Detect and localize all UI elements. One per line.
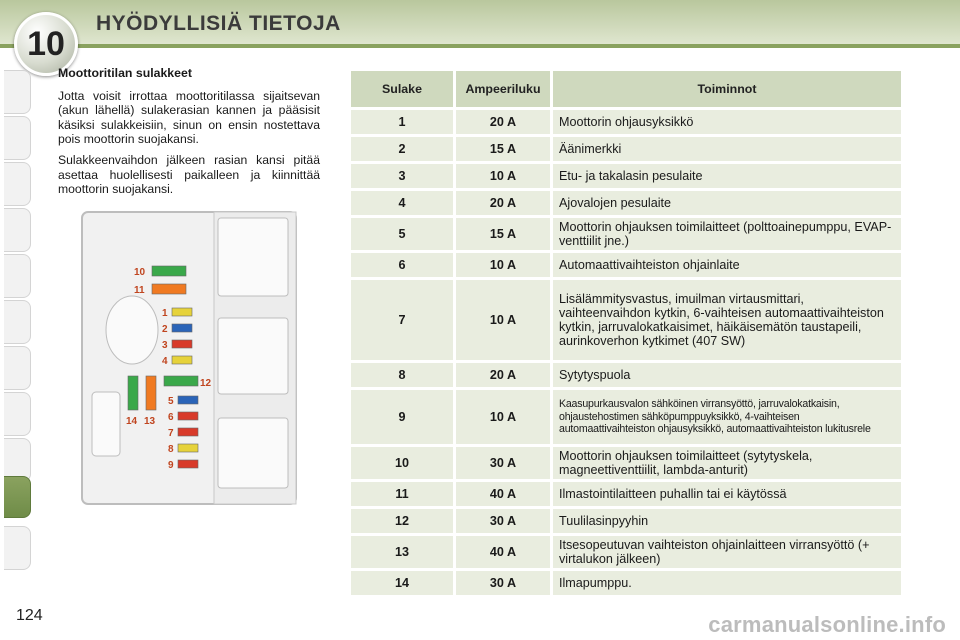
watermark: carmanualsonline.info xyxy=(708,612,946,637)
fuse-8 xyxy=(178,444,198,452)
fuse-4 xyxy=(172,356,192,364)
fuse-12 xyxy=(164,376,198,386)
page-title: HYÖDYLLISIÄ TIETOJA xyxy=(96,12,341,35)
fuse-5 xyxy=(178,396,198,404)
fuse-number: 13 xyxy=(351,536,453,568)
fuse-amperage: 20 A xyxy=(456,363,550,387)
fuse-function: Itsesopeutuvan vaihteiston ohjainlaitteen virransyöttö (+ virtalukon jälkeen) xyxy=(553,536,901,568)
fuse-function: Lisälämmitysvastus, imuilman virtausmittari, vaihteenvaihdon kytkin, 6-vaihteisen automaattivaihteiston kytkin, jarruvalokatkaisimet, häikäisemätön taustapeili, aurinkoverhon kytkimet (407 SW) xyxy=(553,280,901,360)
section-heading: Moottoritilan sulakkeet xyxy=(58,66,192,80)
fuse-11 xyxy=(152,284,186,294)
page-number: 124 xyxy=(16,607,43,624)
chapter-badge: 10 xyxy=(14,12,78,76)
fuse-3 xyxy=(172,340,192,348)
intro-text xyxy=(58,66,320,203)
chapter-tab[interactable] xyxy=(4,254,31,298)
relay-slot xyxy=(218,418,288,488)
column-header: Sulake xyxy=(351,71,453,107)
fuse-function: Ilmastointilaitteen puhallin tai ei käytössä xyxy=(553,482,901,506)
chapter-tab[interactable] xyxy=(4,346,31,390)
fuse-amperage: 10 A xyxy=(456,164,550,188)
fuse-function: Automaattivaihteiston ohjainlaite xyxy=(553,253,901,277)
fuse-function: Kaasupurkausvalon sähköinen virransyöttö, jarruvalokatkaisin, ohjaustehostimen sähköpumppuyksikkö, 4-vaihteisen automaattivaihteiston ohjausyksikkö, automaattivaihteiston lukitusrele xyxy=(553,390,901,444)
fuse-label: 2 xyxy=(162,324,168,335)
fuse-number: 8 xyxy=(351,363,453,387)
fuse-number: 3 xyxy=(351,164,453,188)
fuse-number: 11 xyxy=(351,482,453,506)
fuse-amperage: 15 A xyxy=(456,218,550,250)
chapter-tab[interactable] xyxy=(4,392,31,436)
fuse-number: 10 xyxy=(351,447,453,479)
chapter-tab[interactable] xyxy=(4,300,31,344)
fuse-14 xyxy=(128,376,138,410)
header-rule xyxy=(0,44,960,48)
fuse-amperage: 30 A xyxy=(456,571,550,595)
fuse-slot xyxy=(92,392,120,456)
fuse-number: 12 xyxy=(351,509,453,533)
intro-paragraph: Sulakkeenvaihdon jälkeen rasian kansi pitää asettaa huolellisesti paikalleen ja kiinnittää moottorin suojakansi. xyxy=(58,152,320,197)
fuse-number: 14 xyxy=(351,571,453,595)
table-row xyxy=(351,482,901,506)
fuse-label: 9 xyxy=(168,460,174,471)
chapter-tab[interactable] xyxy=(4,208,31,252)
fuse-7 xyxy=(178,428,198,436)
fuse-number: 6 xyxy=(351,253,453,277)
fuse-function: Sytytyspuola xyxy=(553,363,901,387)
table-row xyxy=(351,164,901,188)
table-row xyxy=(351,447,901,479)
fuse-function: Tuulilasinpyyhin xyxy=(553,509,901,533)
fuse-amperage: 15 A xyxy=(456,137,550,161)
fuse-amperage: 30 A xyxy=(456,447,550,479)
table-row xyxy=(351,390,901,444)
fuse-table xyxy=(348,68,904,598)
table-row xyxy=(351,110,901,134)
table-row xyxy=(351,509,901,533)
fuse-13 xyxy=(146,376,156,410)
fuse-amperage: 10 A xyxy=(456,280,550,360)
fuse-number: 2 xyxy=(351,137,453,161)
fuse-box-diagram xyxy=(80,210,300,508)
chapter-tab-active[interactable] xyxy=(4,476,31,518)
fuse-function: Moottorin ohjauksen toimilaitteet (sytytyskela, magneettiventtiilit, lambda-anturit) xyxy=(553,447,901,479)
table-row xyxy=(351,218,901,250)
fuse-label: 10 xyxy=(134,267,146,278)
intro-paragraph: Jotta voisit irrottaa moottoritilassa sijaitsevan (akun lähellä) sulakerasian kannen ja pääsisit käsiksi sulakkeisiin, sinun on ensin nostettava pois moottorin suojakansi. xyxy=(58,88,320,147)
fuse-function: Äänimerkki xyxy=(553,137,901,161)
fuse-2 xyxy=(172,324,192,332)
round-slot xyxy=(106,296,158,364)
table-row xyxy=(351,253,901,277)
fuse-label: 12 xyxy=(200,378,212,389)
fuse-number: 7 xyxy=(351,280,453,360)
chapter-tab[interactable] xyxy=(4,116,31,160)
fuse-amperage: 40 A xyxy=(456,536,550,568)
fuse-label: 14 xyxy=(126,416,138,427)
fuse-label: 1 xyxy=(162,308,168,319)
fuse-label: 8 xyxy=(168,444,174,455)
fuse-function: Ajovalojen pesulaite xyxy=(553,191,901,215)
fuse-label: 5 xyxy=(168,396,174,407)
fuse-6 xyxy=(178,412,198,420)
fuse-label: 6 xyxy=(168,412,174,423)
fuse-label: 13 xyxy=(144,416,156,427)
fuse-number: 5 xyxy=(351,218,453,250)
column-header: Ampeeriluku xyxy=(456,71,550,107)
chapter-tab[interactable] xyxy=(4,162,31,206)
fuse-function: Ilmapumppu. xyxy=(553,571,901,595)
table-row xyxy=(351,137,901,161)
fuse-amperage: 40 A xyxy=(456,482,550,506)
fuse-amperage: 10 A xyxy=(456,253,550,277)
fuse-function: Etu- ja takalasin pesulaite xyxy=(553,164,901,188)
relay-slot xyxy=(218,318,288,394)
relay-slot xyxy=(218,218,288,296)
fuse-function: Moottorin ohjauksen toimilaitteet (polttoainepumppu, EVAP-venttiilit jne.) xyxy=(553,218,901,250)
fuse-amperage: 30 A xyxy=(456,509,550,533)
chapter-tab[interactable] xyxy=(4,70,31,114)
table-row xyxy=(351,571,901,595)
fuse-9 xyxy=(178,460,198,468)
fuse-1 xyxy=(172,308,192,316)
chapter-tab[interactable] xyxy=(4,526,31,570)
fuse-number: 9 xyxy=(351,390,453,444)
fuse-amperage: 20 A xyxy=(456,110,550,134)
fuse-label: 3 xyxy=(162,340,168,351)
column-header: Toiminnot xyxy=(553,71,901,107)
table-row xyxy=(351,191,901,215)
table-row xyxy=(351,363,901,387)
fuse-label: 7 xyxy=(168,428,174,439)
fuse-10 xyxy=(152,266,186,276)
fuse-label: 11 xyxy=(134,285,145,296)
chapter-tabs xyxy=(0,70,34,570)
table-header-row xyxy=(351,71,901,107)
fuse-function: Moottorin ohjausyksikkö xyxy=(553,110,901,134)
fuse-number: 1 xyxy=(351,110,453,134)
table-row xyxy=(351,536,901,568)
table-row xyxy=(351,280,901,360)
fuse-amperage: 20 A xyxy=(456,191,550,215)
fuse-label: 4 xyxy=(162,356,168,367)
fuse-number: 4 xyxy=(351,191,453,215)
fuse-amperage: 10 A xyxy=(456,390,550,444)
